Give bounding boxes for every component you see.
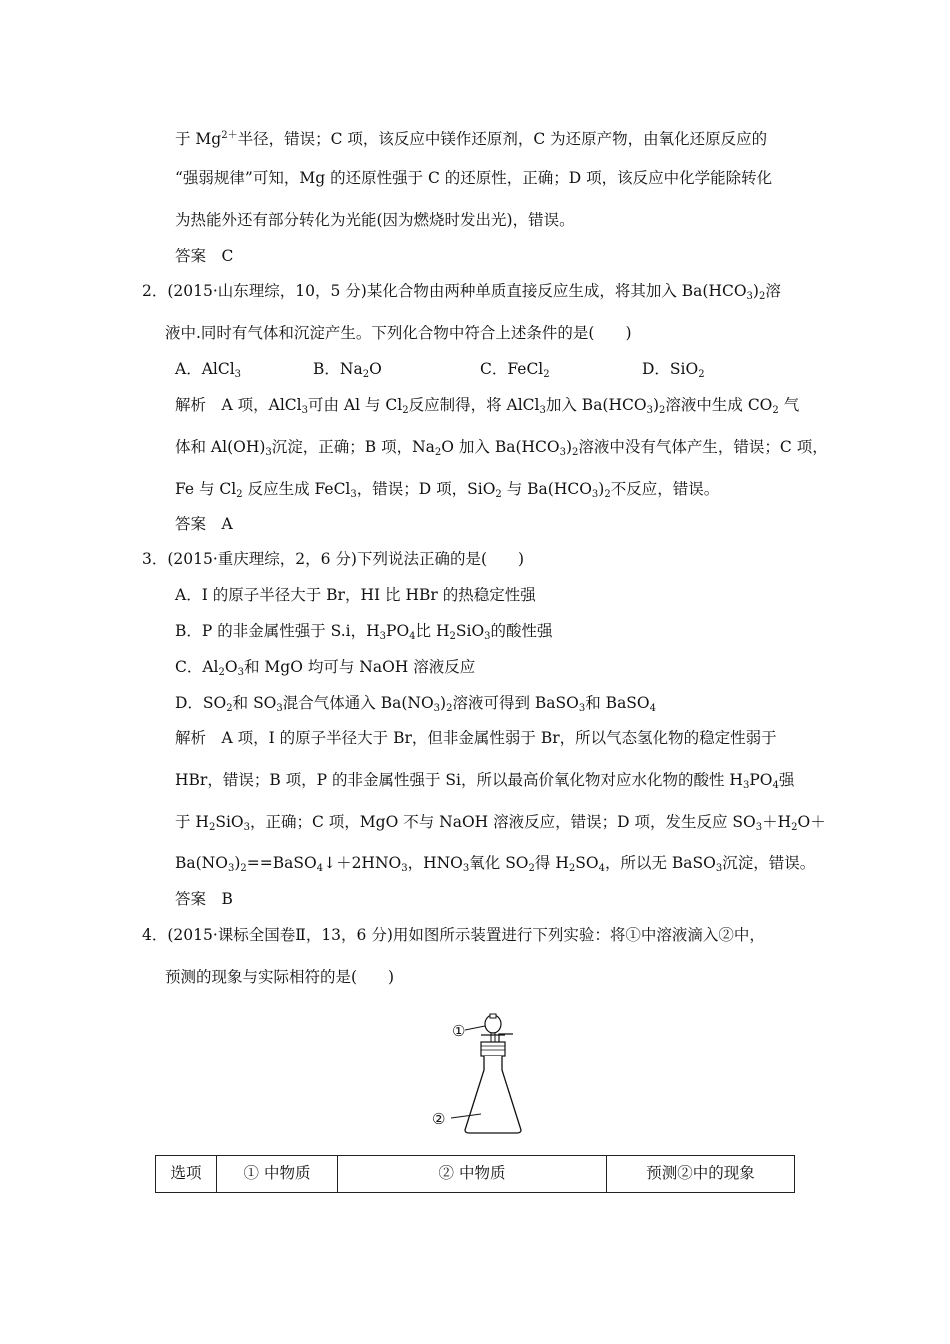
subscript: 2 — [772, 405, 779, 416]
text: 氧化 SO — [469, 854, 529, 872]
text: 比 H — [415, 622, 450, 640]
q3-explanation-line4 — [175, 852, 815, 880]
text: ) — [234, 854, 241, 872]
subscript: 3 — [742, 780, 750, 791]
q3-explanation-line1: 解析 A 项，I 的原子半径大于 Br，但非金属性弱于 Br，所以气态氢化物的稳定性弱于 — [175, 729, 777, 747]
q2-option-b — [313, 358, 382, 386]
q2-option-a — [175, 358, 241, 386]
subscript: 3 — [227, 863, 235, 874]
subscript: 3 — [276, 703, 283, 714]
apparatus-figure — [425, 1010, 535, 1139]
subscript: 4 — [316, 863, 324, 874]
text: 于 H — [175, 813, 209, 831]
header-cell — [217, 1156, 338, 1193]
text: C．Al — [175, 658, 219, 676]
q3-option-b — [175, 620, 553, 648]
text: SiO — [455, 622, 485, 640]
text: C．FeCl — [480, 360, 544, 378]
label-circle-1: ① — [452, 1022, 466, 1040]
text: 半径，错误；C 项，该反应中镁作还原剂，C 为还原产物，由氧化还原反应的 — [237, 130, 768, 148]
text: D．SO — [175, 694, 227, 712]
text: ，错误；D 项，SiO — [356, 480, 496, 498]
q4-stem-line2: 预测的现象与实际相符的是( ) — [165, 968, 395, 986]
text: 体和 Al(OH) — [175, 438, 266, 456]
text: ，正确；C 项，MgO 不与 NaOH 溶液反应，错误；D 项，发生反应 SO — [250, 813, 756, 831]
text: O 加入 Ba(HCO — [441, 438, 560, 456]
subscript: 2 — [236, 489, 243, 500]
subscript: 2 — [446, 703, 453, 714]
text: ，所以无 BaSO — [604, 854, 716, 872]
q3-explanation-line2 — [175, 769, 794, 797]
q1-line1 — [175, 125, 767, 150]
subscript: 3 — [578, 703, 586, 714]
q2-explanation-line2 — [175, 436, 828, 464]
options-table — [155, 1155, 795, 1193]
text: 和 MgO 均可与 NaOH 溶液反应 — [243, 658, 476, 676]
subscript: 3 — [350, 489, 357, 500]
text: 反应生成 FeCl — [242, 480, 351, 498]
text: 混合气体通入 Ba(NO — [282, 694, 434, 712]
subscript: 3 — [559, 447, 566, 458]
conical-flask — [465, 1056, 521, 1133]
text: SO — [575, 854, 599, 872]
text: O — [224, 658, 238, 676]
q2-option-d — [642, 358, 705, 386]
subscript: 4 — [598, 863, 605, 874]
q1-line3: 为热能外还有部分转化为光能(因为燃烧时发出光)，错误。 — [175, 211, 575, 229]
subscript: 2 — [572, 447, 579, 458]
text: 与 Ba(HCO — [501, 480, 592, 498]
subscript: 2 — [543, 369, 550, 380]
text: 强 — [778, 771, 795, 789]
text: ==BaSO — [246, 854, 317, 872]
q2-stem-line1 — [142, 280, 781, 308]
text: O＋ — [797, 813, 826, 831]
text: 沉淀，错误。 — [722, 854, 816, 872]
subscript: 3 — [234, 369, 242, 380]
text: 于 Mg — [175, 130, 222, 148]
subscript: 3 — [484, 631, 491, 642]
text: PO — [749, 771, 773, 789]
text: 反应制得，将 AlCl — [408, 396, 540, 414]
subscript: 3 — [539, 405, 546, 416]
table-header-row — [156, 1156, 795, 1193]
text: 溶液中没有气体产生，错误；C 项， — [578, 438, 828, 456]
text: HBr，错误；B 项，P 的非金属性强于 Si，所以最高价氧化物对应水化物的酸性 H — [175, 771, 743, 789]
text: A．AlCl — [175, 360, 235, 378]
subscript: 3 — [746, 291, 753, 302]
q2-answer: 答案 A — [175, 515, 233, 533]
subscript: 3 — [379, 631, 387, 642]
subscript: 3 — [715, 863, 723, 874]
leader-line-1 — [465, 1026, 485, 1030]
subscript: 4 — [649, 703, 657, 714]
text: 加入 Ba(HCO — [545, 396, 647, 414]
text: Fe 与 Cl — [175, 480, 237, 498]
subscript: 3 — [243, 822, 250, 833]
text: Ba(NO — [175, 854, 228, 872]
subscript: 2 — [226, 703, 233, 714]
text: 2．(2015·山东理综，10，5 分)某化合物由两种单质直接反应生成，将其加入 Ba(HCO — [142, 282, 747, 300]
subscript: 2 — [698, 369, 705, 380]
q1-line2: “强弱规律”可知，Mg 的还原性强于 C 的还原性，正确；D 项，该反应中化学能除转化 — [175, 169, 773, 187]
subscript: 2 — [568, 863, 576, 874]
subscript: 2 — [434, 447, 442, 458]
q3-stem: 3．(2015·重庆理综，2，6 分)下列说法正确的是( ) — [142, 550, 525, 568]
q3-option-d — [175, 692, 656, 720]
header-cell — [156, 1156, 217, 1193]
subscript: 3 — [591, 489, 599, 500]
header-label: ② 中物质 — [438, 1164, 506, 1182]
text: 和 SO — [232, 694, 277, 712]
header-label: 选项 — [170, 1164, 202, 1182]
text: 溶液中生成 CO — [665, 396, 773, 414]
header-label: ① 中物质 — [243, 1164, 311, 1182]
text: ↓＋2HNO — [323, 854, 402, 872]
text: 溶液可得到 BaSO — [452, 694, 579, 712]
text: ，HNO — [407, 854, 463, 872]
subscript: 2 — [495, 489, 502, 500]
subscript: 2 — [362, 369, 370, 380]
text: ) — [598, 480, 605, 498]
rubber-stopper — [481, 1042, 505, 1056]
subscript: 2 — [659, 405, 666, 416]
text: B．P 的非金属性强于 S.i，H — [175, 622, 380, 640]
subscript: 2 — [604, 489, 611, 500]
q2-explanation-line1 — [175, 394, 799, 422]
text: 的酸性强 — [490, 622, 553, 640]
subscript: 3 — [646, 405, 653, 416]
text: 不反应，错误。 — [610, 480, 720, 498]
header-cell — [338, 1156, 607, 1193]
text: ＋H — [762, 813, 792, 831]
q3-explanation-line3 — [175, 811, 826, 839]
text: O — [369, 360, 382, 378]
text: ) — [752, 282, 759, 300]
text: 溶 — [765, 282, 781, 300]
q2-option-c — [480, 358, 550, 386]
subscript: 2 — [449, 631, 456, 642]
subscript: 3 — [237, 667, 244, 678]
text: 得 H — [534, 854, 569, 872]
text: ) — [440, 694, 447, 712]
subscript: 2 — [240, 863, 247, 874]
text: PO — [386, 622, 410, 640]
superscript: 2＋ — [221, 130, 238, 141]
header-label: 预测②中的现象 — [646, 1164, 755, 1182]
text: B．Na — [313, 360, 363, 378]
subscript: 2 — [791, 822, 798, 833]
subscript: 4 — [772, 780, 779, 791]
label-circle-2: ② — [432, 1110, 446, 1128]
text: 气 — [778, 396, 800, 414]
text: D．SiO — [642, 360, 699, 378]
text: 解析 A 项，AlCl — [175, 396, 302, 414]
header-cell — [607, 1156, 795, 1193]
text: 和 BaSO — [585, 694, 650, 712]
q4-stem-line1: 4．(2015·课标全国卷Ⅱ，13，6 分)用如图所示装置进行下列实验：将①中溶液滴入②中， — [142, 926, 765, 944]
subscript: 2 — [218, 667, 225, 678]
q3-option-c — [175, 656, 475, 684]
text: 沉淀，正确；B 项，Na — [271, 438, 435, 456]
q1-answer: 答案 C — [175, 247, 234, 265]
subscript: 3 — [265, 447, 272, 458]
subscript: 3 — [462, 863, 470, 874]
text: 可由 Al 与 Cl — [307, 396, 403, 414]
subscript: 2 — [208, 822, 216, 833]
text: ) — [652, 396, 660, 414]
subscript: 2 — [758, 291, 766, 302]
q3-answer: 答案 B — [175, 890, 233, 908]
subscript: 3 — [401, 863, 408, 874]
subscript: 2 — [528, 863, 535, 874]
text: ) — [565, 438, 573, 456]
subscript: 4 — [409, 631, 416, 642]
subscript: 3 — [301, 405, 308, 416]
subscript: 3 — [755, 822, 763, 833]
funnel-stopper — [490, 1014, 496, 1018]
subscript: 2 — [402, 405, 409, 416]
q3-option-a: A．I 的原子半径大于 Br，HI 比 HBr 的热稳定性强 — [175, 586, 536, 604]
text: SiO — [215, 813, 244, 831]
subscript: 3 — [433, 703, 441, 714]
q2-stem-line2: 液中.同时有气体和沉淀产生。下列化合物中符合上述条件的是( ) — [165, 324, 632, 342]
q2-explanation-line3 — [175, 478, 719, 506]
